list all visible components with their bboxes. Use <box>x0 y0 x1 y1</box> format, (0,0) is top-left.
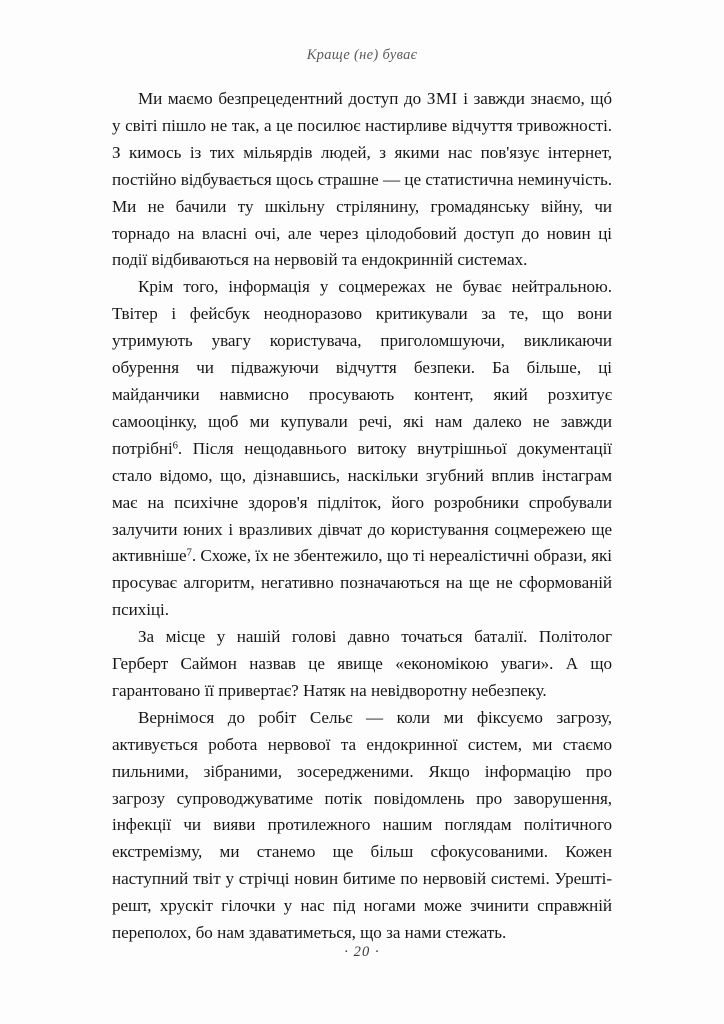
paragraph-3: За місце у нашій голові давно точаться баталії. Політолог Герберт Саймон назвав це явище «економікою уваги». А що гарантовано її привертає? Натяк на невідворотну небезпеку. <box>112 627 612 700</box>
paragraph-2: Крім того, інформація у соцмережах не буває нейтральною. Твітер і фейсбук неодноразово критикували за те, що вони утримують увагу користувача, приголомшуючи, викликаючи обурення чи підважуючи відчуття безпеки. Ба більше, ці майданчики навмисно просувають контент, який розхитує самооцінку, щоб ми купували речі, які нам далеко не завжди потрібні$^6$. Після нещодавнього витоку внутрішньої документації стало відомо, що, дізнавшись, наскільки згубний вплив інстаграм має на психічне здоров'я підліток, його розробники спробували залучити юних і вразливих дівчат до користування соцмережею ще активніше$^7$. Схоже, їх не збентежило, що ті нереалістичні образи, які просуває алгоритм, негативно позначаються на ще не сформованій психіці. <box>112 277 612 620</box>
page-number: · 20 · <box>344 944 380 960</box>
footnote-marker: 7 <box>186 547 192 559</box>
small-caps-text: ЗМІ <box>426 89 458 108</box>
footnote-marker: 6 <box>172 440 178 452</box>
body-text-column <box>112 86 612 947</box>
running-header: Краще (не) буває <box>306 47 418 63</box>
paragraph-1: Ми маємо безпрецедентний доступ до ЗМІ і завжди знаємо, щó у світі пішло не так, а це посилює настирливе відчуття тривожності. З кимось із тих мільярдів людей, з якими нас пов'язує інтернет, постійно відбувається щось страшне — це статистична неминучість. Ми не бачили ту шкільну стрілянину, громадянську війну, чи торнадо на власні очі, але через цілодобовий доступ до новин ці події відбиваються на нервовій та ендокринній системах. <box>112 89 612 270</box>
paragraph-4: Вернімося до робіт Сельє — коли ми фіксуємо загрозу, активується робота нервової та ендокринної систем, ми стаємо пильними, зібраними, зосередженими. Якщо інформацію про загрозу супроводжуватиме потік повідомлень про заворушення, інфекції чи вияви протилежного нашим поглядам політичного екстремізму, ми станемо ще більш сфокусованими. Кожен наступний твіт у стрічці новин битиме по нервовій системі. Урешті-решт, хрускіт гілочки у нас під ногами може зчинити справжній переполох, бо нам здаватиметься, що за нами стежать. <box>112 707 612 943</box>
